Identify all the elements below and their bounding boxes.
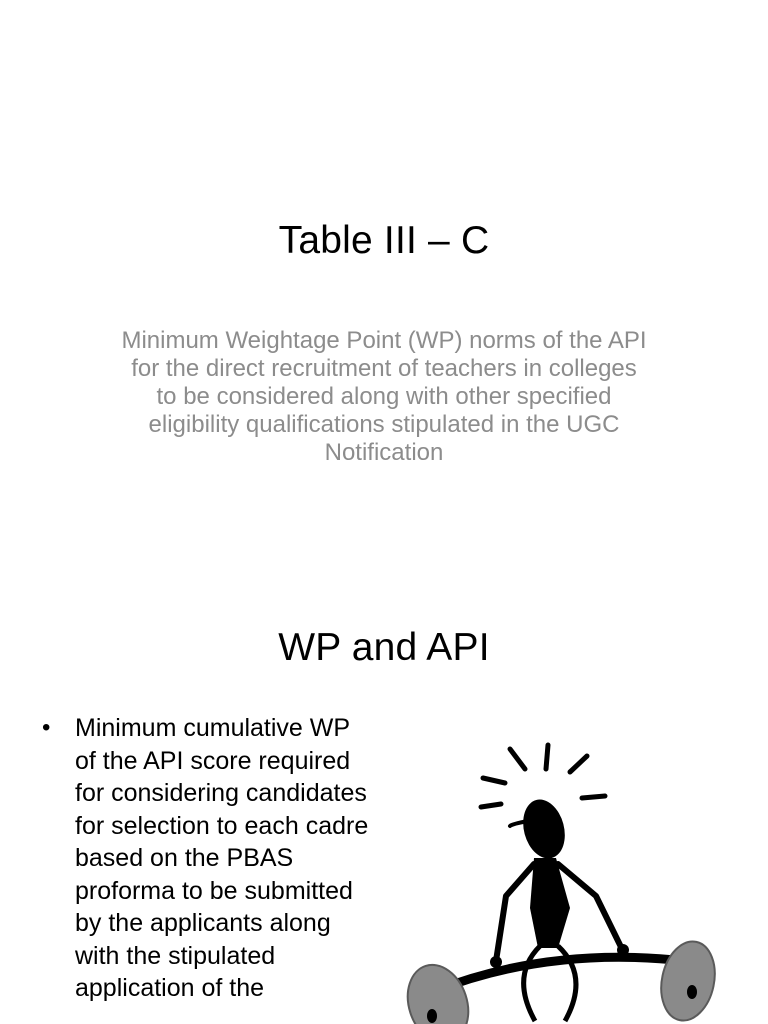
slide-subtitle: Minimum Weightage Point (WP) norms of the API for the direct recruitment of teachers in colleges to be considered along with other specified eligibility qualifications stipulated in the UGC Notification: [121, 327, 647, 466]
barbell-right-plate: [654, 936, 721, 1024]
barbell-left-plate: [400, 957, 478, 1024]
surprise-lines: [481, 745, 605, 807]
figure-head: [510, 795, 571, 863]
weightlifter-clipart-icon: [400, 736, 730, 1024]
bullet-text: Minimum cumulative WP of the API score required for considering candidates for selection to each cadre based on the PBAS proforma to be submitted by the applicants along with the stipulated application of the: [75, 714, 369, 1002]
slide-title: WP and API: [278, 626, 490, 669]
bullet-marker: •: [42, 714, 51, 741]
bullet-list: [42, 712, 382, 1005]
slide-wp-and-api: [0, 576, 768, 1024]
barbell-bar: [435, 957, 685, 991]
slide-title: Table III – C: [278, 219, 490, 262]
